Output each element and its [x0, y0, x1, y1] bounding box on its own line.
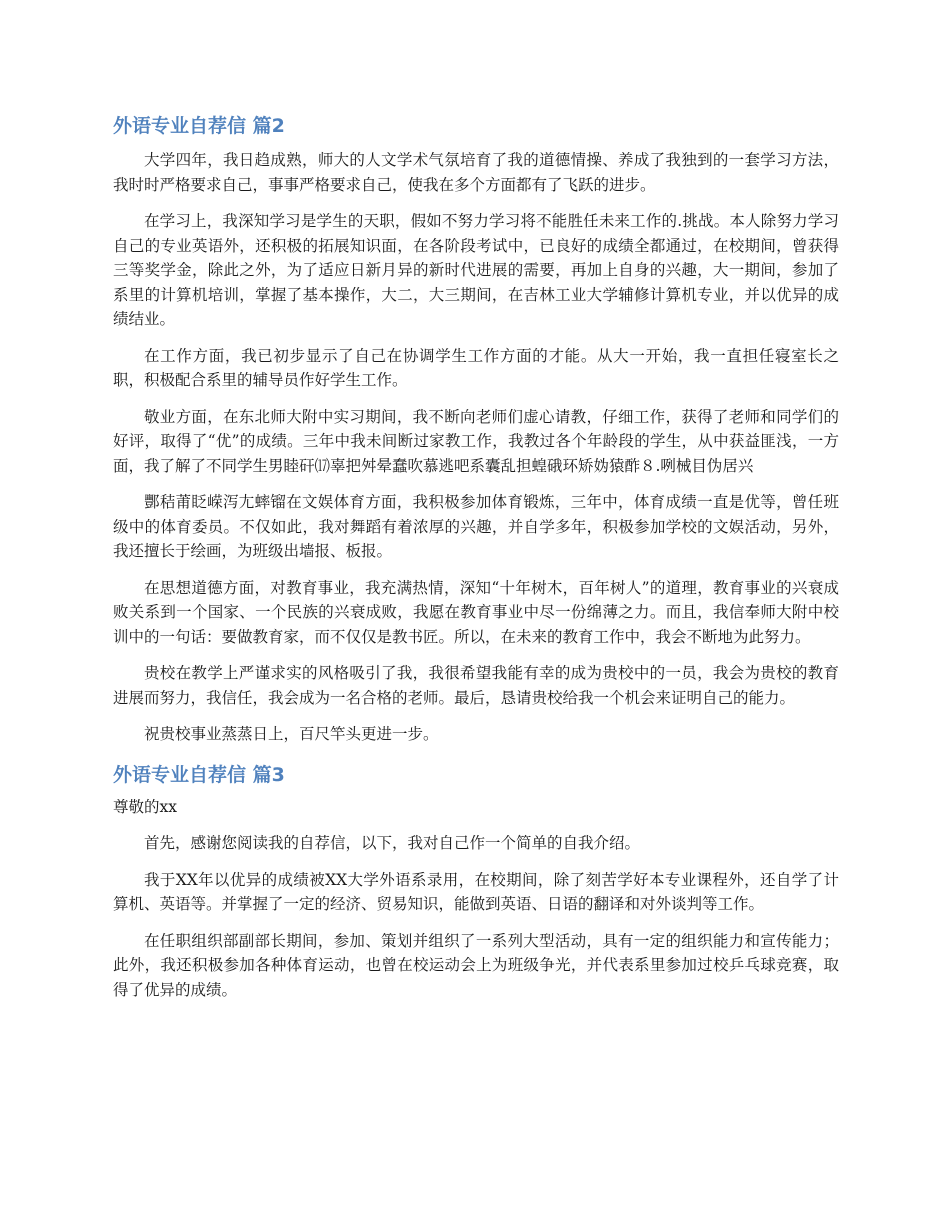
section-2-paragraph: 大学四年，我日趋成熟，师大的人文学术气氛培育了我的道德情操、养成了我独到的一套学习方法，我时时严格要求自己，事事严格要求自己，使我在多个方面都有了飞跃的进步。: [113, 151, 839, 194]
section-3-paragraph: 我于XX年以优异的成绩被XX大学外语系录用，在校期间，除了刻苦学好本专业课程外，还自学了计算机、英语等。并掌握了一定的经济、贸易知识，能做到英语、日语的翻译和对外谈判等工作。: [113, 870, 839, 913]
section-2-paragraph: 在学习上，我深知学习是学生的天职，假如不努力学习将不能胜任未来工作的.挑战。本人除努力学习自己的专业英语外，还积极的拓展知识面，在各阶段考试中，已良好的成绩全都通过，在校期间，曾获得三等奖学金，除此之外，为了适应日新月异的新时代进展的需要，再加上自身的兴趣，大一期间，参加了系里的计算机培训，掌握了基本操作，大二，大三期间，在吉林工业大学辅修计算机专业，并以优异的成绩结业。: [113, 212, 839, 328]
section-2-paragraph: 敬业方面，在东北师大附中实习期间，我不断向老师们虚心请教，仔细工作，获得了老师和同学们的好评，取得了“优”的成绩。三年中我未间断过家教工作，我教过各个年龄段的学生，从中获益匪浅，一方面，我了解了不同学生男睦矸⒄辜把舛晕蠢吹慕逃吧系囊乱担蝗硪环矫妫猿酢８.咧械目伪居兴: [113, 407, 839, 475]
section-3-paragraph: 首先，感谢您阅读我的自荐信，以下，我对自己作一个简单的自我介绍。: [144, 834, 641, 852]
document-page: [113, 112, 839, 1014]
section-2-paragraph: 贵校在教学上严谨求实的风格吸引了我，我很希望我能有幸的成为贵校中的一员，我会为贵校的教育进展而努力，我信任，我会成为一名合格的老师。最后，恳请贵校给我一个机会来证明自己的能力。: [113, 664, 839, 707]
section-3-paragraph: 在任职组织部副部长期间，参加、策划并组织了一系列大型活动，具有一定的组织能力和宣传能力；此外，我还积极参加各种体育运动，也曾在校运动会上为班级争光，并代表系里参加过校乒乓球竞赛，取得了优异的成绩。: [113, 931, 839, 999]
section-2-closing: 祝贵校事业蒸蒸日上，百尺竿头更进一步。: [144, 725, 439, 743]
section-2-paragraph: 在思想道德方面，对教育事业，我充满热情，深知“十年树木，百年树人”的道理，教育事业的兴衰成败关系到一个国家、一个民族的兴衰成败，我愿在教育事业中尽一份绵薄之力。而且，我信奉师大附中校训中的一句话：要做教育家，而不仅仅是教书匠。所以，在未来的教育工作中，我会不断地为此努力。: [113, 578, 839, 646]
section-2-heading: 外语专业自荐信 篇2: [113, 115, 285, 137]
section-3-heading: 外语专业自荐信 篇3: [113, 763, 285, 786]
section-3-salutation: 尊敬的xx: [113, 797, 177, 816]
section-2-paragraph: 酆秸莆眨嵘泻尢蟀镏在文娱体育方面，我积极参加体育锻炼，三年中，体育成绩一直是优等，曾任班级中的体育委员。不仅如此，我对舞蹈有着浓厚的兴趣，并自学多年，积极参加学校的文娱活动，另外，我还擅长于绘画，为班级出墙报、板报。: [113, 493, 839, 560]
section-2-paragraph: 在工作方面，我已初步显示了自己在协调学生工作方面的才能。从大一开始，我一直担任寝室长之职，积极配合系里的辅导员作好学生工作。: [113, 346, 839, 389]
